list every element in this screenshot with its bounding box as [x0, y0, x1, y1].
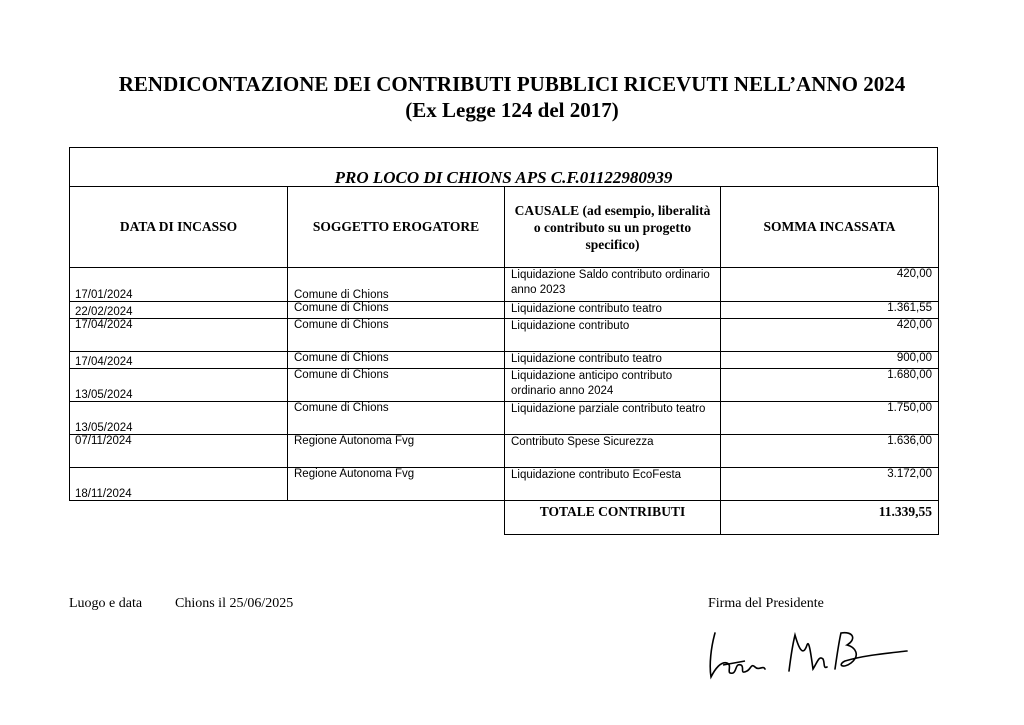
row-reason: Liquidazione Saldo contributo ordinario anno 2023 [505, 268, 721, 302]
row-date: 17/04/2024 [70, 319, 288, 352]
row-reason: Liquidazione contributo [505, 319, 721, 352]
table-row [70, 468, 939, 501]
row-amount: 1.361,55 [721, 302, 939, 319]
row-date: 13/05/2024 [70, 402, 288, 435]
row-reason: Liquidazione parziale contributo teatro [505, 402, 721, 435]
signature-label: Firma del Presidente [708, 596, 824, 611]
row-entity: Comune di Chions [288, 319, 505, 352]
row-amount: 3.172,00 [721, 468, 939, 501]
row-entity: Comune di Chions [288, 402, 505, 435]
row-reason: Liquidazione anticipo contributo ordinario anno 2024 [505, 369, 721, 402]
row-date: 07/11/2024 [70, 435, 288, 468]
header-entity: SOGGETTO EROGATORE [288, 187, 505, 268]
total-row [70, 501, 939, 535]
row-amount: 420,00 [721, 319, 939, 352]
header-date: DATA DI INCASSO [70, 187, 288, 268]
table-row [70, 352, 939, 369]
place-label: Luogo e data [69, 596, 143, 611]
place-date-value: Chions il 25/06/2025 [175, 596, 294, 611]
row-amount: 1.750,00 [721, 402, 939, 435]
row-entity: Comune di Chions [288, 369, 505, 402]
organization-name: PRO LOCO DI CHIONS APS C.F.01122980939 [334, 168, 673, 187]
table-row [70, 319, 939, 352]
table-row [70, 435, 939, 468]
signature-image [705, 625, 910, 685]
row-reason: Contributo Spese Sicurezza [505, 435, 721, 468]
row-date: 17/04/2024 [70, 352, 288, 369]
frame-top-border [69, 147, 938, 148]
row-amount: 1.636,00 [721, 435, 939, 468]
contributions-table [69, 186, 939, 535]
table-row [70, 402, 939, 435]
total-label: TOTALE CONTRIBUTI [505, 501, 721, 535]
document-title: RENDICONTAZIONE DEI CONTRIBUTI PUBBLICI RICEVUTI NELL’ANNO 2024 [118, 72, 906, 96]
row-date: 13/05/2024 [70, 369, 288, 402]
table-row [70, 369, 939, 402]
row-entity: Comune di Chions [288, 302, 505, 319]
row-entity: Comune di Chions [288, 352, 505, 369]
row-date: 17/01/2024 [70, 268, 288, 302]
table-header-row [70, 187, 939, 268]
header-reason: CAUSALE (ad esempio, liberalità o contributo su un progetto specifico) [505, 187, 721, 268]
row-amount: 1.680,00 [721, 369, 939, 402]
row-entity: Regione Autonoma Fvg [288, 435, 505, 468]
row-reason: Liquidazione contributo EcoFesta [505, 468, 721, 501]
table-row [70, 302, 939, 319]
row-amount: 420,00 [721, 268, 939, 302]
row-amount: 900,00 [721, 352, 939, 369]
row-entity: Regione Autonoma Fvg [288, 468, 505, 501]
table-row [70, 268, 939, 302]
row-date: 18/11/2024 [70, 468, 288, 501]
total-value: 11.339,55 [721, 501, 939, 535]
header-amount: SOMMA INCASSATA [721, 187, 939, 268]
document-subtitle: (Ex Legge 124 del 2017) [405, 98, 619, 122]
row-entity: Comune di Chions [288, 268, 505, 302]
row-reason: Liquidazione contributo teatro [505, 352, 721, 369]
row-date: 22/02/2024 [70, 302, 288, 319]
row-reason: Liquidazione contributo teatro [505, 302, 721, 319]
